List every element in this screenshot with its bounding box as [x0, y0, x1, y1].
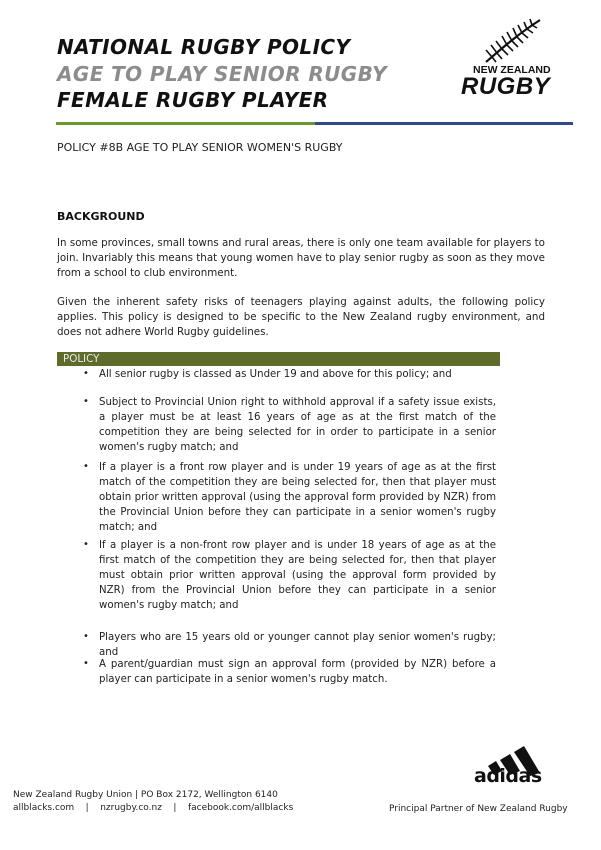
bullet-icon: •	[83, 539, 89, 550]
policy-item-5: Players who are 15 years old or younger cannot play senior women's rugby; and	[99, 632, 496, 658]
bullet-icon: •	[83, 658, 89, 669]
bullet-icon: •	[83, 631, 89, 642]
policy-item-4: If a player is a non-front row player and is under 18 years of age as at the first match of the competition they are being selected for, then that player must obtain prior written approval (using the approval form provided by NZR) from the Provincial Union before they can participate in a senior women's rugby match; and	[99, 540, 496, 611]
policy-item-3: If a player is a front row player and is under 19 years of age as at the first match of the competition they are being selected for, then that player must obtain prior written approval (using the approval form provided by NZR) from the Provincial Union before they can participate in a senior women's rugby match; and	[99, 462, 496, 533]
footer-link-allblacks[interactable]: allblacks.com	[13, 803, 75, 813]
policy-id: POLICY #8B AGE TO PLAY SENIOR WOMEN'S RUGBY	[57, 141, 343, 154]
logo-text-rugby: RUGBY	[461, 73, 551, 100]
silver-fern-icon	[480, 16, 544, 64]
document-title: NATIONAL RUGBY POLICY	[57, 35, 351, 59]
policy-item-6: A parent/guardian must sign an approval form (provided by NZR) before a player can participate in a senior women's rugby match.	[99, 659, 496, 685]
header-divider	[56, 122, 573, 125]
policy-heading: POLICY	[63, 353, 100, 365]
logo-text-new-zealand: NEW ZEALAND	[473, 64, 551, 76]
background-paragraph-2: Given the inherent safety risks of teenagers playing against adults, the following policy applies. This policy is designed to be specific to the New Zealand rugby environment, and does not adhere World Rugby guidelines.	[57, 296, 545, 338]
background-heading: BACKGROUND	[57, 210, 145, 223]
footer-link-facebook[interactable]: facebook.com/allblacks	[187, 803, 294, 813]
bullet-icon: •	[83, 368, 89, 379]
bullet-icon: •	[83, 396, 89, 407]
bullet-icon: •	[83, 461, 89, 472]
adidas-wordmark: adidas	[474, 765, 542, 787]
policy-heading-bar	[57, 352, 500, 366]
footer-links: allblacks.com | nzrugby.co.nz | facebook.com/allblacks	[13, 803, 294, 813]
policy-item-2: Subject to Provincial Union right to withhold approval if a safety issue exists, a player must be at least 16 years of age as at the first match of the competition they are being selected for in order to participate in a senior women's rugby match; and	[99, 397, 496, 453]
background-paragraph-1: In some provinces, small towns and rural areas, there is only one team available for players to join. Invariably this means that young women have to play senior rugby as soon as they move from a school to club environment.	[57, 237, 545, 279]
document-subtitle: AGE TO PLAY SENIOR RUGBY	[57, 62, 388, 86]
footer-link-nzrugby[interactable]: nzrugby.co.nz	[100, 803, 162, 813]
policy-item-1: All senior rugby is classed as Under 19 and above for this policy; and	[99, 369, 452, 380]
footer-address: New Zealand Rugby Union | PO Box 2172, Wellington 6140	[13, 790, 278, 800]
document-subtitle-2: FEMALE RUGBY PLAYER	[57, 88, 329, 112]
partner-text: Principal Partner of New Zealand Rugby	[389, 804, 568, 814]
nz-rugby-logo	[460, 16, 560, 100]
